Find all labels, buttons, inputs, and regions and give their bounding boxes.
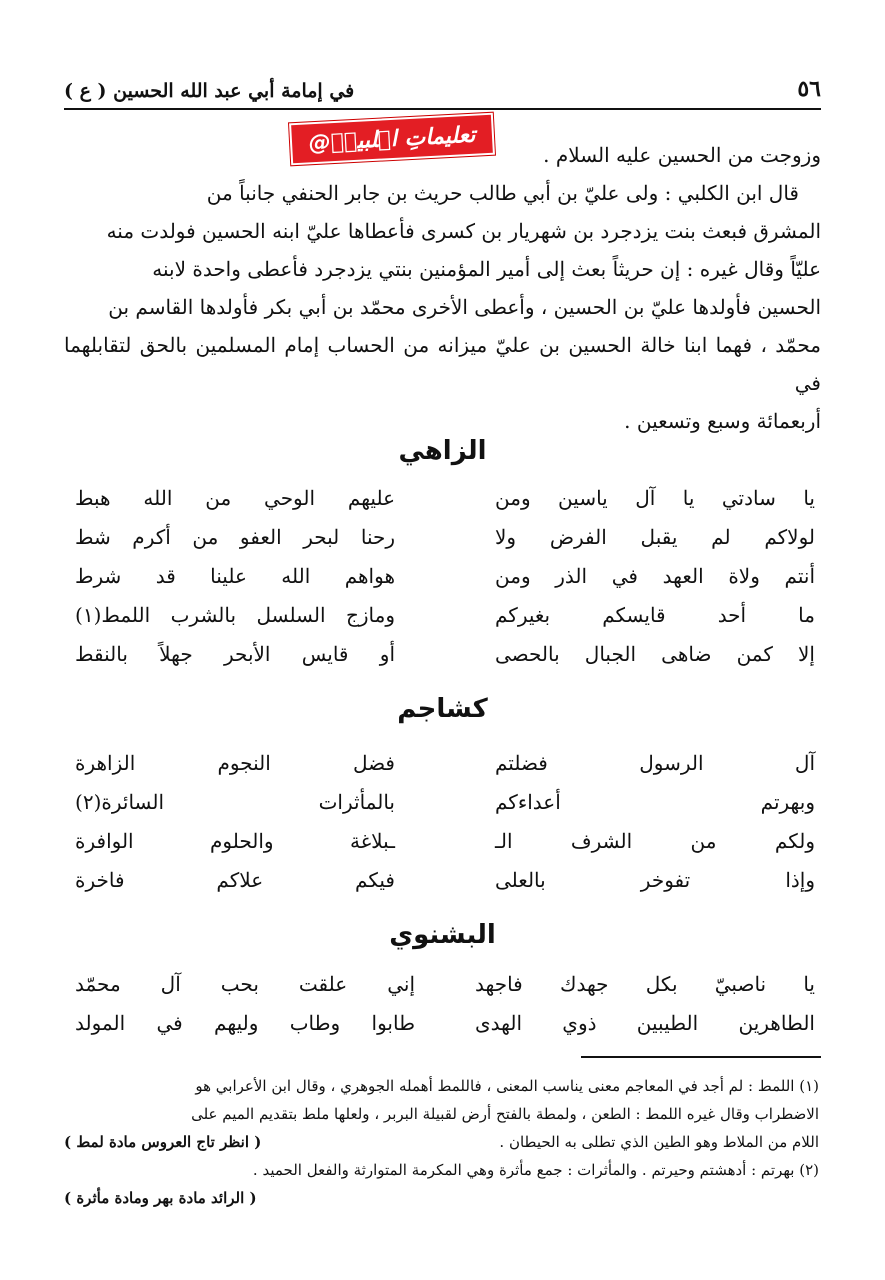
verse-row (75, 860, 815, 899)
verse-row (75, 595, 815, 634)
verse-row (75, 478, 815, 517)
footnote-divider (581, 1056, 821, 1058)
verse-left: فضل النجوم الزاهرة (75, 750, 395, 775)
verse-right: ولكم من الشرف الـ (495, 828, 815, 853)
footnote-line: (١) اللمط : لم أجد في المعاجم معنى يناسب المعنى ، فاللمط أهمله الجوهري ، وقال ابن الأعرابي هو (195, 1077, 819, 1095)
footnote-line-with-ref (64, 1128, 819, 1156)
running-title: في إمامة أبي عبد الله الحسين ( ع ) (64, 80, 355, 102)
prose-line: عليّاً وقال غيره : إن حريثاً بعث إلى أمير المؤمنين بنتي يزدجرد فأعطى واحدة لابنه (152, 257, 821, 281)
footnote-line: اللام من الملاط وهو الطين الذي تطلى به الحيطان . (499, 1133, 819, 1151)
page-header (64, 72, 821, 110)
verse-left: أو قايس الأبحر جهلاً بالنقط (75, 641, 395, 666)
verse-left: هواهم الله علينا قد شرط (75, 563, 395, 588)
verse-right: يا ناصبيّ بكل جهدك فاجهد (475, 971, 815, 996)
section-title: الزاهي (398, 436, 487, 466)
footnote-line: (٢) بهرتم : أدهشتم وحيرتم . والمأثرات : جمع مأثرة وهي المكرمة المتوارثة والفعل الحميد . (252, 1161, 819, 1179)
footnote-reference: ( انظر تاج العروس مادة لمط ) (64, 1133, 262, 1151)
footnote-reference: ( الرائد مادة بهر ومادة مأثرة ) (64, 1189, 257, 1207)
verse-left: ـبلاغة والحلوم الوافرة (75, 828, 395, 853)
prose-line: الحسين فأولدها عليّ بن الحسين ، وأعطى الأخرى محمّد بن أبي بكر فأولدها القاسم بن (108, 295, 821, 319)
verse-row (75, 782, 815, 821)
footnote-line-with-ref (64, 1184, 819, 1212)
verse-right: يا سادتي يا آل ياسين ومن (495, 485, 815, 510)
section-title: كشاجم (397, 694, 488, 724)
verse-left: فيكم علاكم فاخرة (75, 867, 395, 892)
verse-right: وبهرتم أعداءكم (495, 789, 815, 814)
verse-right: إلا كمن ضاهى الجبال بالحصى (495, 641, 815, 666)
verse-block (75, 743, 815, 899)
verse-row (75, 1003, 815, 1042)
verse-right: لولاكم لم يقبل الفرض ولا (495, 524, 815, 549)
verse-row (75, 964, 815, 1003)
verse-right: الطاهرين الطيبين ذوي الهدى (475, 1010, 815, 1035)
verse-left: بالمأثرات السائرة(٢) (75, 789, 395, 814)
page-number: ٥٦ (797, 76, 821, 102)
verse-right: آل الرسول فضلتم (495, 750, 815, 775)
verse-row (75, 517, 815, 556)
prose-line: محمّد ، فهما ابنا خالة الحسين بن عليّ ميزانه من الحساب إمام المسلمين بالحق لتقابلهما في (64, 333, 821, 395)
prose-block (64, 136, 821, 440)
verse-left: ومازج السلسل بالشرب اللمط(١) (75, 602, 395, 627)
verse-left: إني علقت بحب آل محمّد (75, 971, 415, 996)
prose-line: أربعمائة وسبع وتسعين . (624, 409, 821, 433)
verse-row (75, 743, 815, 782)
verse-row (75, 556, 815, 595)
verse-right: ما أحد قايسكم بغيركم (495, 602, 815, 627)
verse-left: رحنا لبحر العفو من أكرم شط (75, 524, 395, 549)
prose-line: قال ابن الكلبي : ولى عليّ بن أبي طالب حريث بن جابر الحنفي جانباً من (206, 181, 799, 205)
verse-block (75, 478, 815, 673)
section-title: البشنوي (389, 920, 496, 950)
footnote-line: الاضطراب وقال غيره اللمط : الطعن ، ولمطة بالفتح أرض لقبيلة البربر ، ولعلها ملط بتقديم الميم على (191, 1105, 819, 1123)
verse-left: طابوا وطاب وليهم في المولد (75, 1010, 415, 1035)
verse-left: عليهم الوحي من الله هبط (75, 485, 395, 510)
verse-row (75, 634, 815, 673)
watermark-text: @تعليماتِ اہلبیتؑ (308, 122, 476, 156)
prose-opening: وزوجت من الحسين عليه السلام . (543, 143, 821, 167)
footnotes (64, 1072, 819, 1212)
prose-line: المشرق فبعث بنت يزدجرد بن شهريار بن كسرى فأعطاها عليّ ابنه الحسين فولدت منه (106, 219, 821, 243)
verse-row (75, 821, 815, 860)
verse-block (75, 964, 815, 1042)
verse-right: وإذا تفوخر بالعلى (495, 867, 815, 892)
verse-right: أنتم ولاة العهد في الذر ومن (495, 563, 815, 588)
